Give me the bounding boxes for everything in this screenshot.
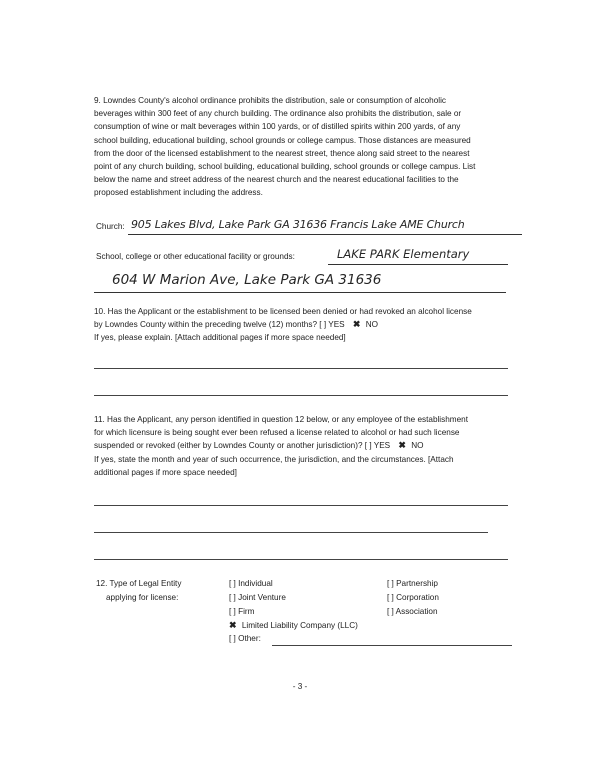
q10-question-text: by Lowndes County within the preceding twelve (12) months? [ ] YES [94,320,345,330]
q10-line: 10. Has the Applicant or the establishment to be licensed been denied or had revoked an alcohol license [94,307,472,316]
q9-line: from the door of the licensed establishment to the nearest street, thence along said street to the nearest [94,148,470,158]
q11-line [94,439,514,452]
option-corporation[interactable]: [ ] Corporation [387,593,439,602]
q10-line [94,318,514,331]
church-label: Church: [96,222,125,231]
school-value[interactable]: LAKE PARK Elementary [337,247,470,261]
q10-line: If yes, please explain. [Attach additional pages if more space needed] [94,333,346,343]
q10-no-label: NO [365,320,379,330]
q9-line: 9. Lowndes County's alcohol ordinance prohibits the distribution, sale or consumption of alcoholic [94,96,447,105]
page-number: - 3 - [292,682,308,691]
q9-line: point of any church building, school building, educational building, school grounds or college campus. List [94,162,476,172]
q9-line: consumption of wine or malt beverages within 100 yards, or of distilled spirits within 200 yards, of any [94,122,461,132]
q10-no-checkmark-icon[interactable]: ✖ [352,319,361,330]
q11-line: additional pages if more space needed] [94,467,237,477]
q9-line: below the name and street address of the nearest church and the nearest educational facilities to the [94,175,459,185]
option-joint-venture[interactable]: [ ] Joint Venture [229,593,286,602]
option-individual[interactable]: [ ] Individual [229,579,273,588]
other-input-line[interactable] [272,645,512,646]
option-association[interactable]: [ ] Association [387,607,438,616]
question-10-text [94,305,514,345]
church-underline [128,234,522,235]
q9-line: beverages within 300 feet of any church building. The ordinance also prohibits the distribution, sale or [94,109,462,119]
q11-answer-line[interactable] [94,532,488,533]
church-value[interactable]: 905 Lakes Blvd, Lake Park GA 31636 Francis Lake AME Church [131,218,465,231]
q11-no-checkmark-icon[interactable]: ✖ [398,440,406,451]
q9-line: school building, educational building, school grounds or college campus. Those distances are measured [94,135,471,145]
option-llc[interactable] [229,620,358,631]
q10-answer-line[interactable] [94,368,508,369]
school-address-value[interactable]: 604 W Marion Ave, Lake Park GA 31636 [112,272,382,288]
option-firm[interactable]: [ ] Firm [229,607,255,616]
q11-answer-line[interactable] [94,505,508,506]
question-9-text [94,94,514,200]
q11-line: 11. Has the Applicant, any person identified in question 12 below, or any employee of the establishment [94,415,468,424]
q11-answer-line[interactable] [94,559,508,560]
option-other[interactable]: [ ] Other: [229,634,261,643]
q12-label: 12. Type of Legal Entity [96,579,182,588]
school-label: School, college or other educational facility or grounds: [96,252,295,261]
school-underline [328,264,508,265]
q10-answer-line[interactable] [94,395,508,396]
q11-line: If yes, state the month and year of such occurrence, the jurisdiction, and the circumstances. [Attach [94,454,454,464]
q11-line: for which licensure is being sought ever been refused a license related to alcohol or had such license [94,428,460,438]
q11-no-label: NO [411,441,424,451]
question-11-text [94,413,514,479]
option-partnership[interactable]: [ ] Partnership [387,579,438,588]
q11-question-text: suspended or revoked (either by Lowndes County or another jurisdiction)? [ ] YES [94,441,391,451]
q9-line: proposed establishment including the address. [94,188,263,198]
llc-checkmark-icon: ✖ [229,620,237,630]
school-address-underline [94,292,506,293]
q12-label: applying for license: [106,593,179,602]
option-llc-label: Limited Liability Company (LLC) [241,621,358,630]
